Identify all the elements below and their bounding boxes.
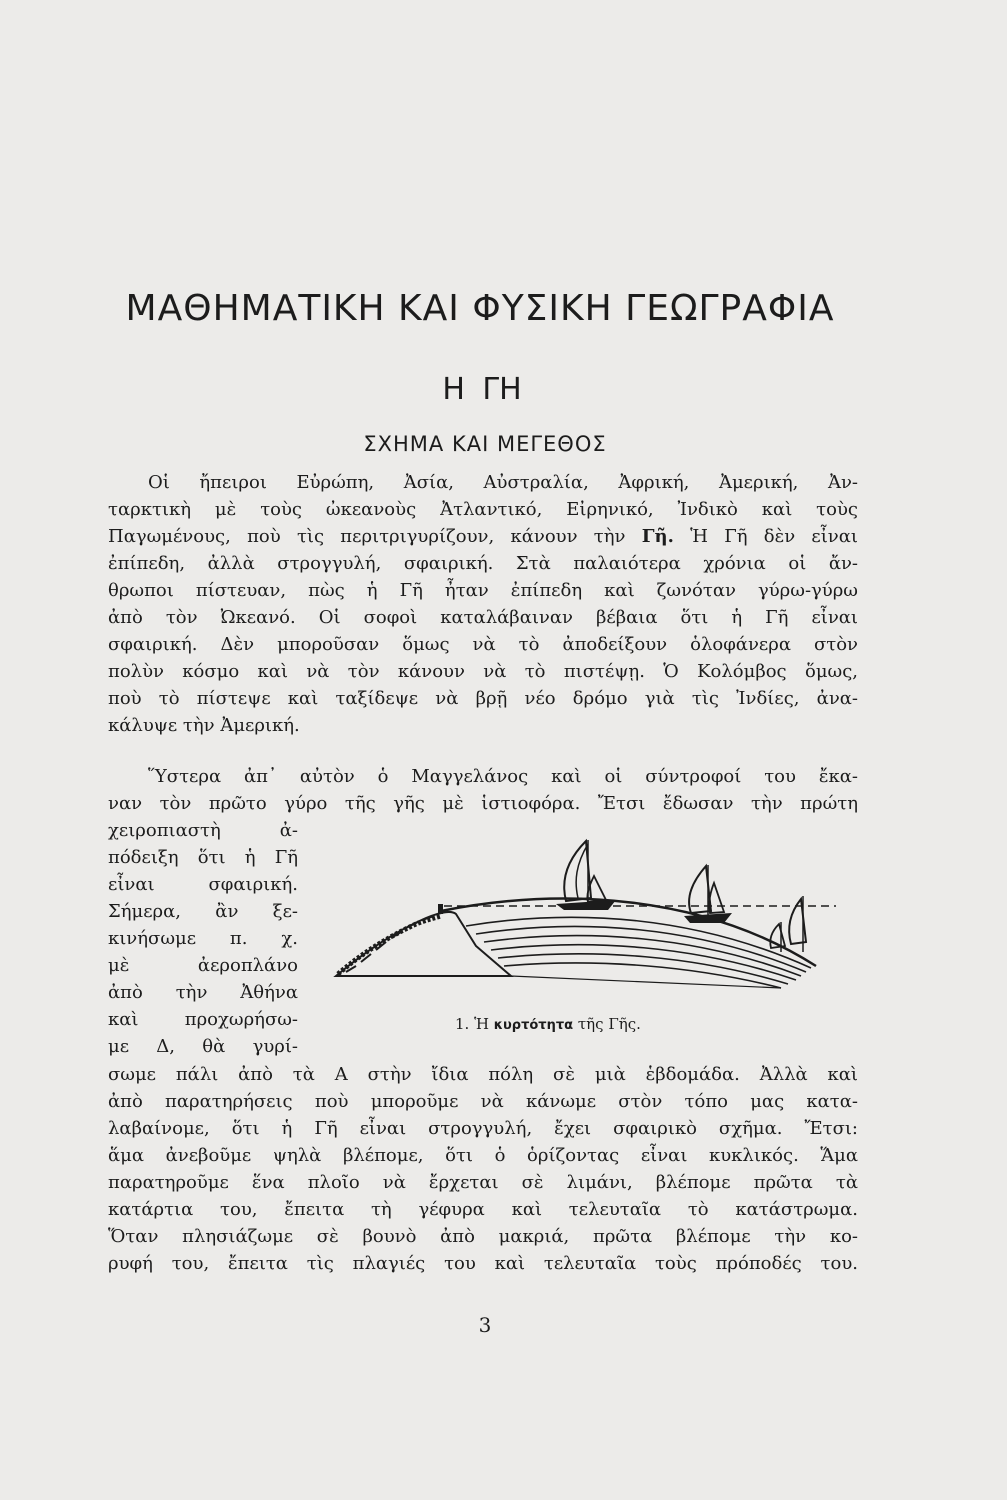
bold-term: Γῆ. [641, 526, 674, 547]
text-line: κατάρτια του, ἔπειτα τὴ γέφυρα καὶ τελευταῖα τὸ κατάστρωμα. [108, 1199, 858, 1220]
text-line: χειροπιαστὴ ἀ- [108, 820, 298, 841]
caption-bold-term: κυρτότητα [493, 1018, 574, 1033]
paragraph-1 [108, 469, 858, 739]
wrapped-text-column [108, 817, 298, 1060]
text-line: Παγωμένους, ποὺ τὶς περιτριγυρίζουν, κάνουν τὴν Γῆ. Ἡ Γῆ δὲν εἶναι [108, 526, 858, 547]
chapter-title: Η ΓΗ [442, 372, 522, 407]
text-line: Ὅταν πλησιάζωμε σὲ βουνὸ ἀπὸ μακριά, πρῶτα βλέπομε τὴν κο- [108, 1226, 858, 1247]
text-line: ἀπὸ τὸν Ὠκεανό. Οἱ σοφοὶ καταλάβαιναν βέβαια ὅτι ἡ Γῆ εἶναι [108, 607, 858, 628]
text-line: Ὕστερα ἀπ᾽ αὐτὸν ὁ Μαγγελάνος καὶ οἱ σύντροφοί του ἔκα- [148, 766, 858, 787]
earth-curvature-illustration [326, 826, 846, 996]
text-line: πόδειξη ὅτι ἡ Γῆ [108, 847, 298, 868]
text-line: εἶναι σφαιρική. [108, 874, 298, 895]
text-line: ποὺ τὸ πίστεψε καὶ ταξίδεψε νὰ βρῇ νέο δρόμο γιὰ τὶς Ἰνδίες, ἀνα- [108, 688, 858, 709]
text-line: ρυφή του, ἔπειτα τὶς πλαγιές του καὶ τελευταῖα τοὺς πρόποδές του. [108, 1253, 858, 1274]
text-line: ἀπὸ τὴν Ἀθήνα [108, 982, 298, 1003]
paragraph-2 [108, 763, 858, 817]
text-line: ταρκτικὴ μὲ τοὺς ὠκεανοὺς Ἀτλαντικό, Εἰρηνικό, Ἰνδικὸ καὶ τοὺς [108, 499, 858, 520]
text-line: πολὺν κόσμο καὶ νὰ τὸν κάνουν νὰ τὸ πιστέψῃ. Ὁ Κολόμβος ὅμως, [108, 661, 858, 682]
page-title: ΜΑΘΗΜΑΤΙΚΗ ΚΑΙ ΦΥΣΙΚΗ ΓΕΩΓΡΑΦΙΑ [125, 288, 835, 329]
text-line: μὲ ἀεροπλάνο [108, 955, 298, 976]
text-line: ναν τὸν πρῶτο γύρο τῆς γῆς μὲ ἱστιοφόρα. Ἔτσι ἔδωσαν τὴν πρώτη [108, 793, 858, 814]
text-line: κινήσωμε π. χ. [108, 928, 298, 949]
text-line: Οἱ ἤπειροι Εὐρώπη, Ἀσία, Αὐστραλία, Ἀφρική, Ἀμερική, Ἀν- [148, 472, 858, 493]
hill-shading [338, 916, 441, 974]
section-heading: ΣΧΗΜΑ ΚΑΙ ΜΕΓΕΘΟΣ [363, 432, 607, 456]
text-line: λαβαίνομε, ὅτι ἡ Γῆ εἶναι στρογγυλή, ἔχει σφαιρικὸ σχῆμα. Ἔτσι: [108, 1118, 858, 1139]
text-line: θρωποι πίστευαν, πὼς ἡ Γῆ ἦταν ἐπίπεδη καὶ ζωνόταν γύρω-γύρω [108, 580, 858, 601]
paragraph-3 [108, 1061, 858, 1277]
text-line: ἐπίπεδη, ἀλλὰ στρογγυλή, σφαιρική. Στὰ παλαιότερα χρόνια οἱ ἄν- [108, 553, 858, 574]
text-line: ἀπὸ παρατηρήσεις ποὺ μποροῦμε νὰ κάνωμε στὸν τόπο μας κατα- [108, 1091, 858, 1112]
text-line: κάλυψε τὴν Ἀμερική. [108, 715, 300, 736]
text-line: Σήμερα, ἂν ξε- [108, 901, 298, 922]
observer-figure [438, 904, 443, 914]
text-line: παρατηροῦμε ἕνα πλοῖο νὰ ἔρχεται σὲ λιμάνι, βλέπομε πρῶτα τὰ [108, 1172, 858, 1193]
figure-caption: 1. Ἡ κυρτότητα τῆς Γῆς. [455, 1015, 641, 1033]
text-line: σφαιρική. Δὲν μποροῦσαν ὅμως νὰ τὸ ἀποδείξουν ὁλοφάνερα στὸν [108, 634, 858, 655]
text-line: καὶ προχωρήσω- [108, 1009, 298, 1030]
text-line: με Δ, θὰ γυρί- [108, 1036, 298, 1057]
page-number: 3 [478, 1313, 492, 1337]
text-line: ἅμα ἀνεβοῦμε ψηλὰ βλέπομε, ὅτι ὁ ὁρίζοντας εἶναι κυκλικός. Ἅμα [108, 1145, 858, 1166]
text-line: σωμε πάλι ἀπὸ τὰ Α στὴν ἴδια πόλη σὲ μιὰ ἑβδομάδα. Ἀλλὰ καὶ [108, 1064, 858, 1085]
